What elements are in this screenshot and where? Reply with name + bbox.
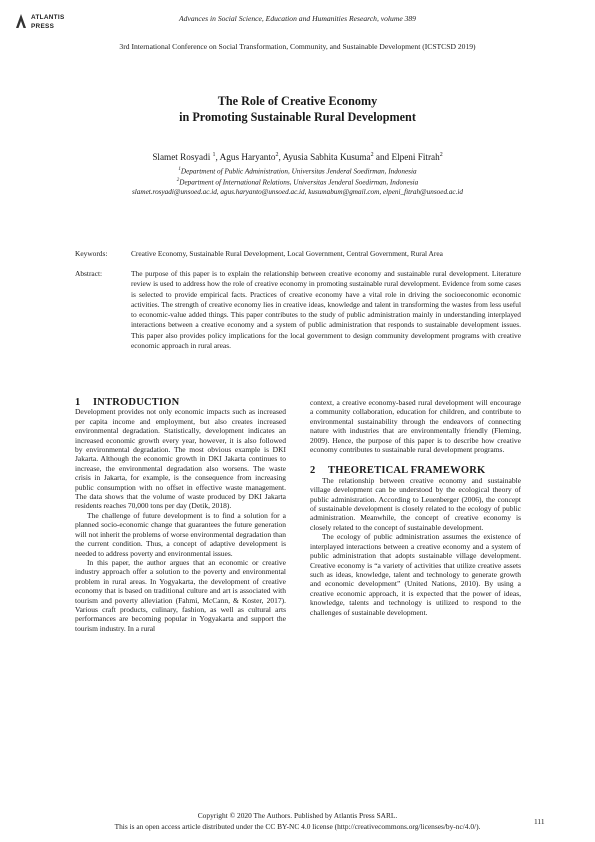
paper-title	[0, 94, 595, 125]
author-affiliation-mark: 2	[370, 152, 374, 158]
abstract-text: The purpose of this paper is to explain the relationship between creative economy and sustainable rural development. Literature review is used to address how the role of creative economy in promoting sustainable rural development. Evidence from some cases is selected to provide empirical facts. Practices of creative economy have a vital role in driving the socioeconomic economic activities. The strength of creative economy lies in creative ideas, knowledge and talent in transforming the wastes from less useful to economic-value added things. This paper contributes to the study of public administration mainly in understanding interplayed interactions between a creative economy and a system of public administration that responds to sustainable development issues. This paper also provides policy implications for the local government to design community development programs with creative economic approach in rural areas.	[131, 269, 521, 351]
left-column	[75, 398, 286, 633]
section-number: 1	[75, 397, 81, 408]
conference-name: 3rd International Conference on Social Transformation, Community, and Sustainable Development (ICSTCSD 2019)	[119, 42, 476, 51]
author-separator: ,	[215, 152, 220, 163]
title-line-1: The Role of Creative Economy	[217, 94, 378, 108]
author-name: Slamet Rosyadi	[152, 152, 211, 163]
author-name: Elpeni Fitrah	[391, 152, 440, 163]
logo-text-line1: ATLANTIS	[31, 14, 65, 21]
logo-text-line2: PRESS	[31, 23, 55, 30]
affiliation	[0, 167, 595, 175]
section-title: THEORETICAL FRAMEWORK	[328, 465, 486, 477]
body-paragraph: The challenge of future development is to find a solution for a planned socio-economic change that guarantees the future generation will not inherit the problems of worse environmental degradation than the current condition. Thus, a concept of adaptive development is needed to address poverty and environmental issues.	[75, 510, 286, 558]
body-paragraph: The ecology of public administration assumes the existence of interplayed interactions between a creative economy and a system of public administration that adopts sustainable village development. Creative economy is “a variety of activities that utilize creative assets such as ideas, knowledge, talent and technology to generate growth and economic development” (United Nations, 2010). By using a creative economic approach, it is expected that the power of ideas, knowledge, talents and technology is utilized to respond to the challenges of sustainable development.	[310, 532, 521, 617]
copyright-notice: Copyright © 2020 The Authors. Published by Atlantis Press SARL.	[197, 811, 398, 820]
author-affiliation-mark: 2	[275, 152, 279, 158]
body-paragraph: In this paper, the author argues that an economic or creative industry approach offer a solution to the poverty and environmental problem in rural areas. In Yogyakarta, the development of creative economy that is based on traditional culture and art is associated with tourism and poverty alleviation (Fahmi, McCann, & Koster, 2017). Various craft products, culinary, fashion, as well as cultural arts performances are becoming popular in Yogyakarta and support the tourism industry. In a rural	[75, 557, 286, 633]
author-emails: slamet.rosyadi@unsoed.ac.id, agus.haryanto@unsoed.ac.id, kusumabum@gmail.com, elpeni_fitrah@unsoed.ac.id	[131, 188, 464, 196]
section-title: INTRODUCTION	[93, 397, 180, 408]
author-name: Ayusia Sabhita Kusuma	[282, 152, 371, 163]
license-notice: This is an open access article distributed under the CC BY-NC 4.0 license (http://creativecommons.org/licenses/by-nc/4.0/).	[114, 822, 481, 831]
author-list	[0, 152, 595, 162]
author-separator: and	[373, 152, 392, 163]
abstract-label: Abstract:	[75, 269, 103, 278]
title-line-2: in Promoting Sustainable Rural Development	[179, 109, 416, 124]
keywords-text: Creative Economy, Sustainable Rural Development, Local Government, Central Government, Rural Area	[131, 249, 443, 258]
author-affiliation-mark: 2	[439, 152, 443, 158]
section-heading	[75, 398, 286, 407]
body-paragraph: The relationship between creative economy and sustainable village development can be understood by the ecological theory of public administration. According to Leuenberger (2006), the concept of sustainable development is closely related to the ecology of public administration. Meanwhile, the concept of creative economy is closely related to the concept of sustainable development.	[310, 475, 521, 532]
page-number: 111	[534, 817, 545, 826]
keywords-label: Keywords:	[75, 249, 108, 258]
right-column	[310, 398, 521, 617]
body-paragraph: Development provides not only economic impacts such as increased per capita income and employment, but also creates increased environmental degradation. Statistically, development indicates an increased economic growth every year, however, it is also followed by environmental degradation. The most obvious example is DKI Jakarta. Although the economic growth in DKI Jakarta continues to increase, the environmental degradation also worsens. The waste crisis in Jakarta, for example, is the consequence from increasing public consumption with no offset in effective waste management. The data shows that the volume of waste produced by DKI Jakarta residents reaches 70,000 tons per day (Detik, 2018).	[75, 407, 286, 511]
section-heading	[310, 466, 521, 475]
journal-name: Advances in Social Science, Education and Humanities Research, volume 389	[179, 14, 416, 23]
body-paragraph: context, a creative economy-based rural development will encourage a community collaboration, education for children, and contribute to environmental sustainability through the endeavors of connecting nature with industries that are environmentally friendly (Fleming, 2009). Hence, the purpose of this paper is to describe how creative economy contributes to sustainable rural development programs.	[310, 398, 521, 455]
affiliation	[0, 178, 595, 186]
affiliation-text: Department of Public Administration, Universitas Jenderal Soedirman, Indonesia	[180, 167, 417, 176]
section-number: 2	[310, 465, 316, 477]
author-name: Agus Haryanto	[219, 152, 276, 163]
author-separator: ,	[278, 152, 283, 163]
affiliation-text: Department of International Relations, Universitas Jenderal Soedirman, Indonesia	[179, 178, 419, 187]
affiliation-mark: 1	[178, 167, 181, 172]
affiliation-mark: 2	[176, 178, 180, 183]
author-affiliation-mark: 1	[212, 152, 216, 158]
